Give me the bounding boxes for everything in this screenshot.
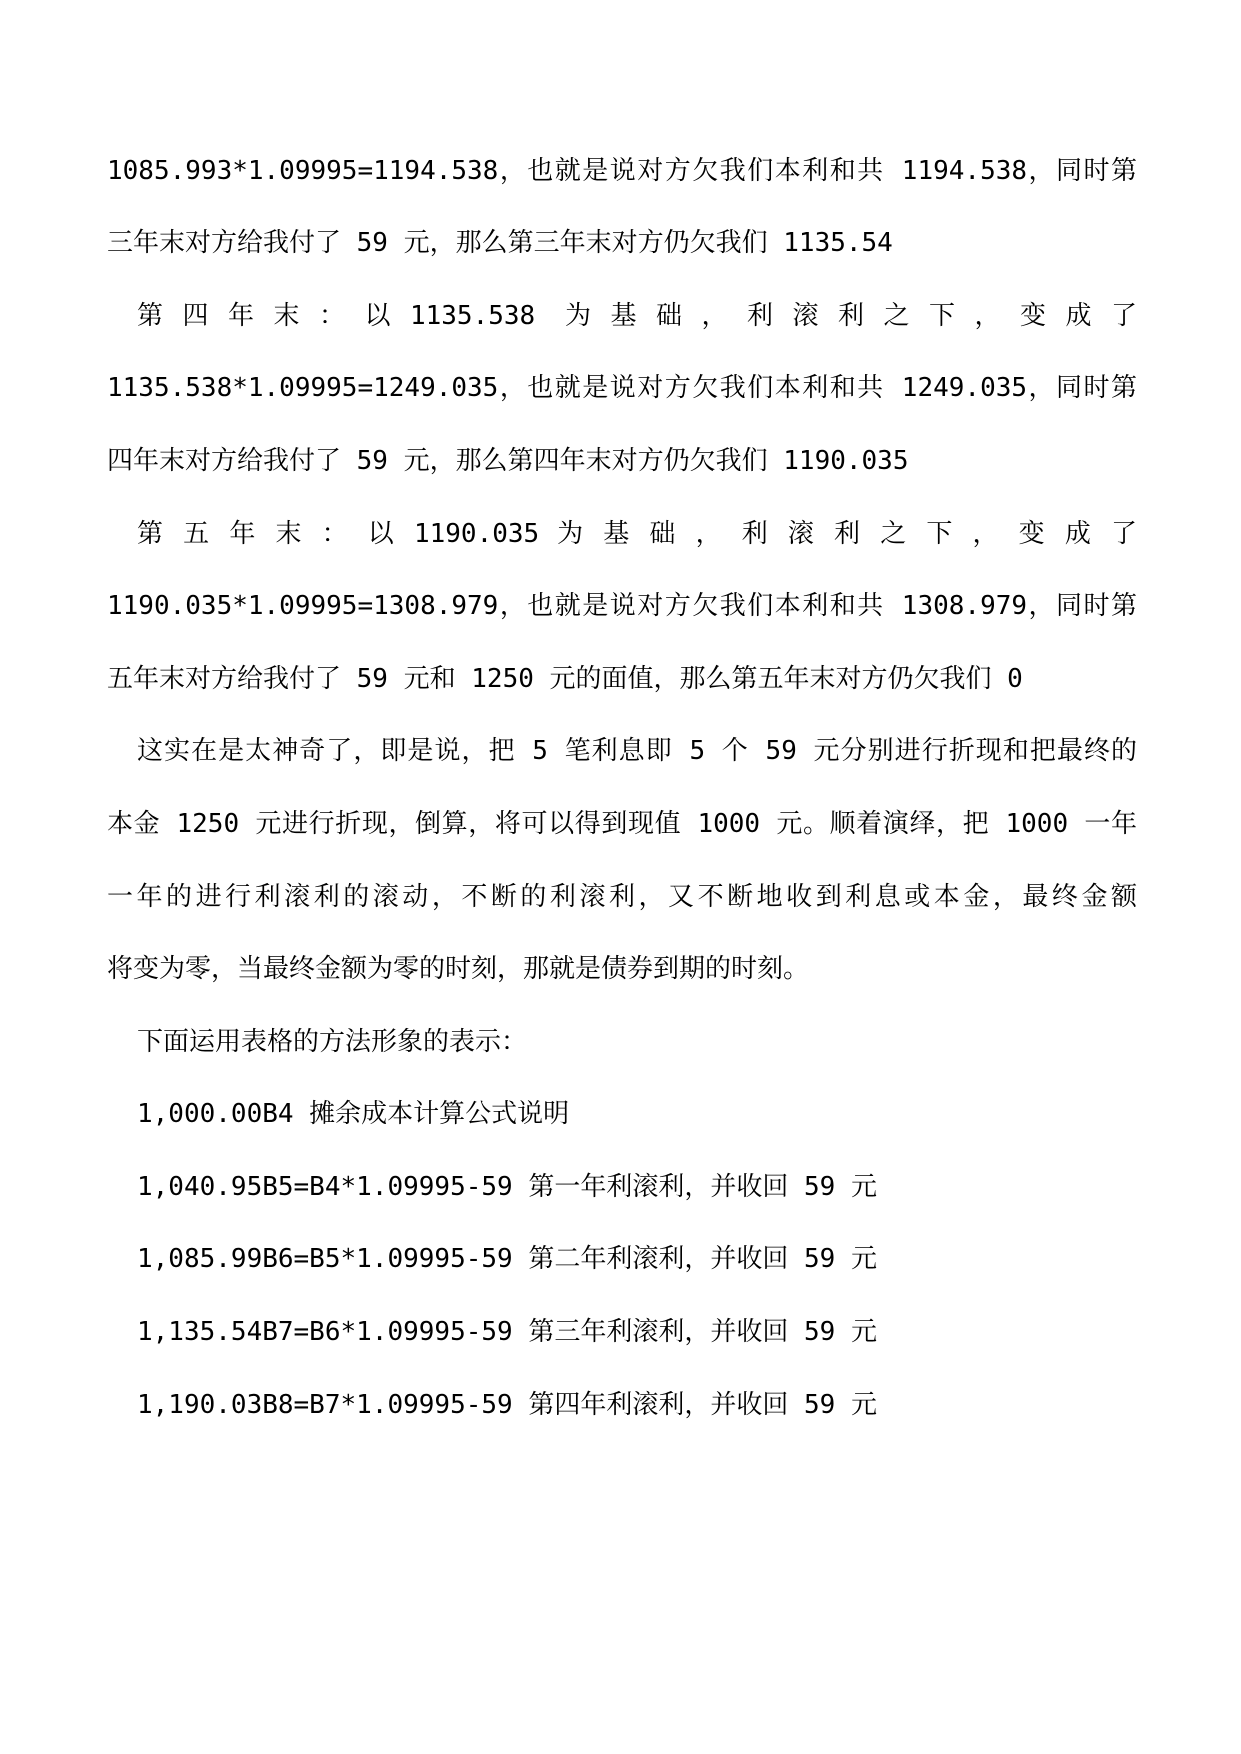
text-line-13-table-intro: 下面运用表格的方法形象的表示： <box>137 1027 528 1057</box>
text-line-8: 五年末对方给我付了 59 元和 1250 元的面值，那么第五年末对方仍欠我们 0 <box>107 664 1023 694</box>
table-row-year1: 1,040.95B5=B4*1.09995-59 第一年利滚利，并收回 59 元 <box>137 1172 877 1202</box>
table-row-year2: 1,085.99B6=B5*1.09995-59 第二年利滚利，并收回 59 元 <box>137 1244 877 1274</box>
table-row-year3: 1,135.54B7=B6*1.09995-59 第三年利滚利，并收回 59 元 <box>137 1317 877 1347</box>
text-line-4: 1135.538*1.09995=1249.035，也就是说对方欠我们本利和共 1249.035，同时第 <box>107 373 1137 403</box>
text-line-7: 1190.035*1.09995=1308.979，也就是说对方欠我们本利和共 1308.979，同时第 <box>107 591 1137 621</box>
text-line-6-year5-heading: 第 五 年 末 ： 以 1190.035 为 基 础 ， 利 滚 利 之 下 ， 变 成 了 <box>137 519 1137 549</box>
table-row-header: 1,000.00B4 摊余成本计算公式说明 <box>137 1099 570 1129</box>
table-row-year4: 1,190.03B8=B7*1.09995-59 第四年利滚利，并收回 59 元 <box>137 1390 877 1420</box>
text-line-2: 三年末对方给我付了 59 元，那么第三年末对方仍欠我们 1135.54 <box>107 228 893 258</box>
text-line-5: 四年末对方给我付了 59 元，那么第四年末对方仍欠我们 1190.035 <box>107 446 909 476</box>
text-line-11: 一年的进行利滚利的滚动，不断的利滚利，又不断地收到利息或本金，最终金额 <box>107 882 1137 912</box>
text-line-12: 将变为零，当最终金额为零的时刻，那就是债券到期的时刻。 <box>107 954 810 984</box>
text-line-1: 1085.993*1.09995=1194.538，也就是说对方欠我们本利和共 1194.538，同时第 <box>107 156 1137 186</box>
text-line-3-year4-heading: 第 四 年 末 ： 以 1135.538 为 基 础 ， 利 滚 利 之 下 ， 变 成 了 <box>137 301 1137 331</box>
text-line-9-paragraph-start: 这实在是太神奇了，即是说，把 5 笔利息即 5 个 59 元分别进行折现和把最终的 <box>137 736 1137 766</box>
text-line-10: 本金 1250 元进行折现，倒算，将可以得到现值 1000 元。顺着演绎，把 1000 一年 <box>107 809 1137 839</box>
